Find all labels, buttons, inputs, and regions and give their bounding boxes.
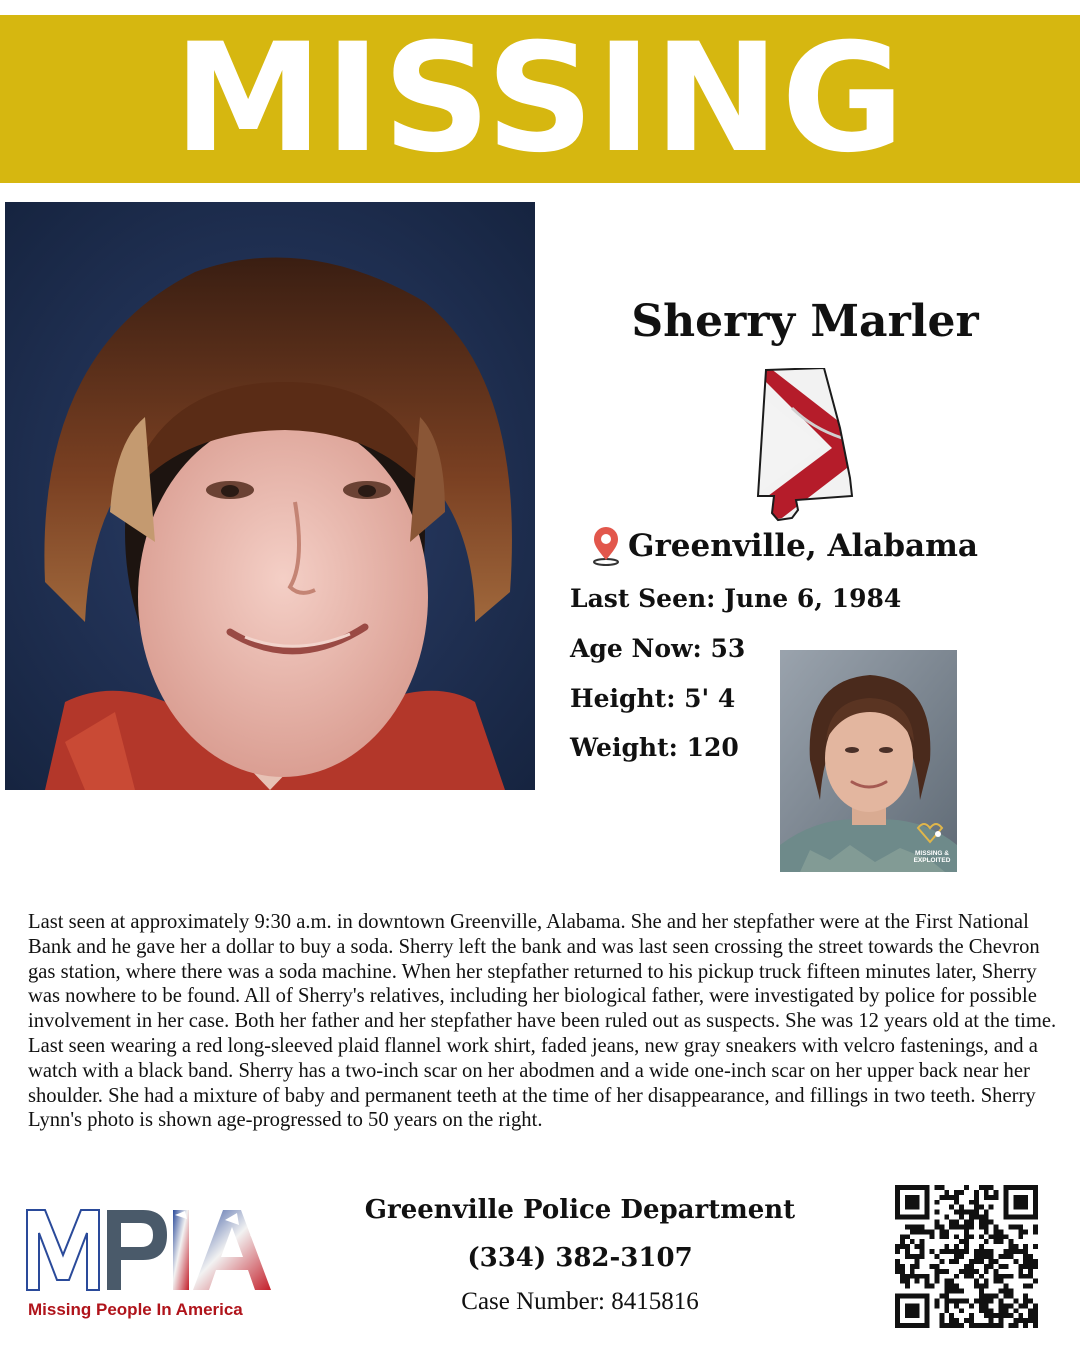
police-department: Greenville Police Department [364, 1195, 796, 1225]
map-pin-icon [588, 526, 624, 566]
phone-number[interactable]: (334) 382-3107 [467, 1243, 693, 1273]
case-description: Last seen at approximately 9:30 a.m. in downtown Greenville, Alabama. She and her stepfather were at the First National Bank and he gave her a dollar to buy a soda. Sherry left the bank and was last seen crossing the street towards the Chevron gas station, where there was a soda machine. When her stepfather returned to his pickup truck fifteen minutes later, Sherry was nowhere to be found. All of Sherry's relatives, including her biological father, were investigated by police for possible involvement in her case. Both her father and her stepfather have been ruled out as suspects. She was 12 years old at the time. Last seen wearing a red long-sleeved plaid flannel work shirt, faded jeans, new gray sneakers with velcro fastenings, and a watch with a black band. Sherry has a two-inch scar on her abodmen and a wide one-inch scar on her upper back near her shoulder. She had a mixture of baby and permanent teeth at the time of her disappearance, and fillings in two teeth. Sherry Lynn's photo is shown age-progressed to 50 years on the right. [28, 911, 1057, 1132]
childhood-photo [5, 202, 535, 790]
height: Height: 5' 4 [570, 684, 736, 713]
alabama-flag-map-icon [752, 368, 860, 524]
age-now: Age Now: 53 [570, 634, 746, 663]
case-number: Case Number: 8415816 [461, 1288, 699, 1315]
qr-code[interactable] [895, 1185, 1038, 1328]
weight: Weight: 120 [570, 733, 739, 762]
person-name: Sherry Marler [631, 296, 979, 347]
qr-code-icon [895, 1185, 1038, 1328]
last-seen: Last Seen: June 6, 1984 [570, 584, 902, 613]
mpia-logo-graphic [25, 1205, 280, 1300]
location-text: Greenville, Alabama [628, 528, 979, 564]
aged-photo-badge: MISSING & EXPLOITED [913, 850, 951, 864]
missing-banner [0, 12, 1080, 186]
logo-tagline: Missing People In America [28, 1300, 243, 1319]
location [588, 526, 978, 566]
banner-title: MISSING [173, 12, 907, 186]
age-progressed-photo [780, 650, 957, 872]
